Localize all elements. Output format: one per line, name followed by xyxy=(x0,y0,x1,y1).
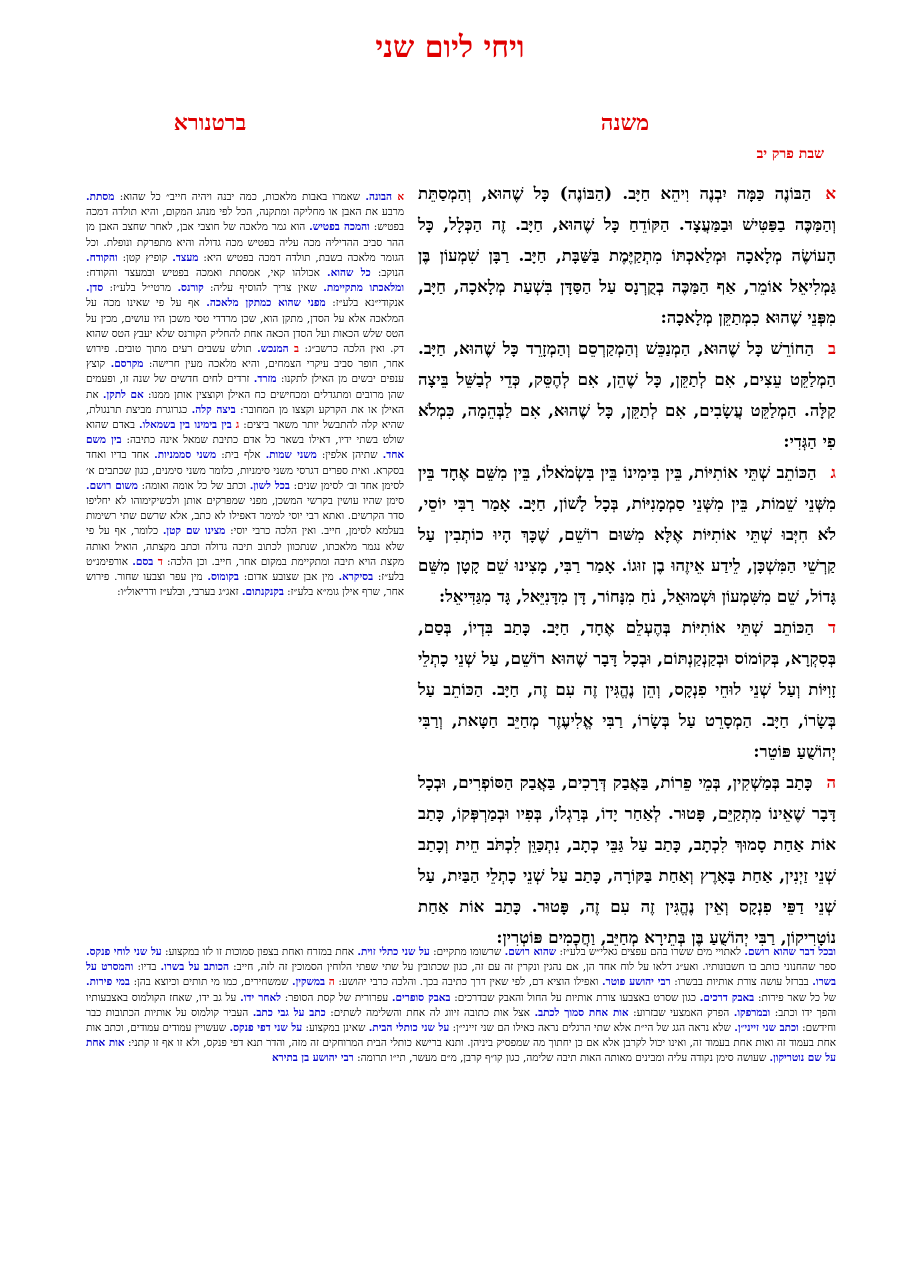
commentary-text: שמשחירים, כמו מי תותים וכיוצא בהן: xyxy=(133,976,289,989)
dibbur-hamatchil: ובכל דבר שהוא רושם. xyxy=(744,946,836,958)
dibbur-hamatchil: בין בימינו בין בשמאלו. xyxy=(139,419,232,432)
mishna-number: א xyxy=(825,183,836,203)
dibbur-hamatchil: והקודח. xyxy=(86,251,118,264)
bartenura-bottom-text xyxy=(86,945,836,1067)
dibbur-hamatchil: מעצד. xyxy=(172,251,199,264)
dibbur-hamatchil: כתב על גבי כתב. xyxy=(252,1006,326,1019)
mishna-text: הַכּוֹתֵב שְׁתֵּי אוֹתִיּוֹת בְּהֶעְלֵם אֶחָד, חַיָּב. כָּתַב בִּדְיוֹ, בְּסַם, בְּסִקְרָא, בְּקוֹמוֹס וּבְקַנְקַנְתּוֹם, וּבְכָל דָּבָר שֶׁהוּא רוֹשֵׁם, עַל שְׁנֵי כָתְלֵי זָוִיּוֹת וְעַל שְׁנֵי לוּחֵי פִנְקָס, וְהֵן נֶהֱגִּין זֶה עִם זֶה, חַיָּב. הַכּוֹתֵב עַל בְּשָׂרוֹ, חַיָּב. הַמְסָרֵט עַל בְּשָׂרוֹ, רַבִּי אֱלִיעֶזֶר מְחַיֵּב חַטָּאת, וְרַבִּי יְהוֹשֻׁעַ פּוֹטֵר: xyxy=(418,617,836,761)
dibbur-hamatchil: בקומוס. xyxy=(207,571,239,584)
commentary-text: שעושה סימן נקודה עליה ומבינים מאותה האות תיבה שלימה, כגון קו״ף קרבן, מ״ם מעשר, תי״ו תרומה: xyxy=(357,1052,767,1065)
commentary-text: תולש עשבים רעים מתוך טובים. פירוש אחר, חופר סביב עיקרי הצמחים, והיא מלאכה מעין חרישה: xyxy=(86,343,404,371)
commentary-text: לאתויי מים ששרו בהם עפצים גאלי״ש בלע״ז: xyxy=(559,946,742,958)
commentary-text: הוא גמר מלאכה של חוצבי אבן, לאחר שחצב האבן מן ההר סביב ההדיליה מכה עליה בפטיש מכה גדולה והיא מתפרקת ונופלת. וכל הגומר מלאכה בשבת, תולדה דמכה בפטיש היא: xyxy=(86,221,404,264)
dibbur-hamatchil: על שני כותלי הבית. xyxy=(368,1022,450,1035)
mishna-paragraph xyxy=(418,767,836,953)
dibbur-hamatchil: במשקין. xyxy=(291,976,326,989)
mishna-paragraph xyxy=(418,333,836,457)
commentary-text: שעשויין עמודים עמודים, וכתב אות אחת בעמוד זה ואות אחת בעמוד זה, ואינו יכול לקרבן אלא אם כן יחתוך מה שמפסיק ביניהן. ותנא ברישא כותלי הבית המרוחקים זה מזה, והדר תנא דפי פנקס, ולא זו אף זו קתני: xyxy=(86,1022,836,1050)
dibbur-hamatchil: מקרסם. xyxy=(110,358,144,371)
commentary-text: באדם שהוא שולט בשתי ידיו, דאילו בשאר כל אדם כתיבת שמאל אינה כתיבה: xyxy=(86,419,405,447)
mishna-paragraph xyxy=(418,457,836,612)
bartenura-bottom-block xyxy=(86,945,837,1065)
bartenura-column-header: ברטנורא xyxy=(173,110,247,136)
dibbur-hamatchil: אות אחת על שם נוטריקון. xyxy=(86,1037,836,1065)
dibbur-hamatchil: בכל לשון. xyxy=(249,479,290,492)
commentary-text: שתיהן אלפין: xyxy=(321,449,378,462)
mishna-column-header: משנה xyxy=(600,110,650,136)
commentary-text: על גב ידו, שאחז הקולמוס באצבעותיו והפך ידו וכתב: xyxy=(86,991,836,1019)
dibbur-hamatchil: במי פירות. xyxy=(86,976,130,989)
commentary-text: קופיץ קטן: xyxy=(122,251,168,264)
dibbur-hamatchil: בין משם אחד. xyxy=(86,434,405,462)
commentary-text: העביר קולמוס על אותיות הכתובות כבר וחידשם: xyxy=(86,1006,836,1035)
commentary-text: של כל שאר פירות: xyxy=(757,991,836,1004)
dibbur-hamatchil: ביצה קלה. xyxy=(191,403,236,416)
mishna-text: הַבּוֹנֶה כַּמָּה יִבְנֶה וִיהֵא חַיָּב. (הַבּוֹנֶה) כָּל שֶׁהוּא, וְהַמְסַתֵּת וְהַמַּכֶּה בַפַּטִּישׁ וּבַמַּעֲצָד. הַקּוֹדֵחַ כָּל שֶׁהוּא, חַיָּב. זֶה הַכְּלָל, כָּל הָעוֹשֶׂה מְלָאכָה וּמְלַאכְתּוֹ מִתְקַיֶּמֶת בַּשַּׁבָּת, חַיָּב. רַבָּן שִׁמְעוֹן בֶּן גַּמְלִיאֵל אוֹמֵר, אַף הַמַּכֶּה בְקֻרְנָס עַל הַסַּדָּן בִּשְׁעַת מְלָאכָה, חַיָּב, מִפְּנֵי שֶׁהוּא כִמְתַקֵּן מְלָאכָה: xyxy=(418,183,836,327)
dibbur-hamatchil: משני סממניות. xyxy=(154,449,217,462)
dibbur-hamatchil: באבק דרכים. xyxy=(699,991,755,1004)
commentary-text: אחד בדיו ואחד בסקרא. ואית ספרים דגרסי משני סימניות, כלומר משני סימנים, כגון שכתבים א׳ לסימן אחד וב׳ לסימן שנים: xyxy=(86,449,405,492)
mishna-text: כָּתַב בְּמַשְׁקִין, בְּמֵי פֵרוֹת, בַּאֲבַק דְּרָכִים, בַּאֲבַק הַסּוֹפְרִים, וּבְכָל דָּבָר שֶׁאֵינוֹ מִתְקַיֵּם, פָּטוּר. לְאַחַר יָדוֹ, בְּרַגְלוֹ, בְּפִיו וּבְמַרְפְּקוֹ, כָּתַב אוֹת אַחַת סָמוּךְ לִכְתָב, כָּתַב עַל גַּבֵּי כְתָב, נִתְכַּוֵּן לִכְתֹּב חֵית וְכָתַב שְׁנֵי זַיְנִין, אַחַת בָּאָרֶץ וְאַחַת בַּקּוֹרָה, כָּתַב עַל שְׁנֵי כָתְלֵי הַבַּיִת, עַל שְׁנֵי דַפֵּי פִנְקָס וְאֵין נֶהֱגִּין זֶה עִם זֶה, פָּטוּר. כָּתַב אוֹת אַחַת נוֹטָרִיקוֹן, רַבִּי יְהוֹשֻׁעַ בֶּן בְּתֵירָא מְחַיֵּב, וַחֲכָמִים פּוֹטְרִין: xyxy=(418,772,836,947)
mishna-marker: ג xyxy=(235,419,240,432)
mishna-marker: ב xyxy=(294,343,300,356)
commentary-text: אנקודי״נא בלע״ז: xyxy=(332,297,404,310)
dibbur-hamatchil: רבי יהושע פוטר. xyxy=(602,976,671,989)
commentary-text: אלף בית: xyxy=(221,449,261,462)
commentary-text: מרטי״ל בלע״ז: xyxy=(109,282,172,295)
mishna-number: ג xyxy=(830,462,836,482)
dibbur-hamatchil: אם לתקן. xyxy=(102,388,144,401)
commentary-text: שלא נראה הגג של הי״ת אלא שתי הרגלים נראה כאילו הם שני זייני״ן: xyxy=(452,1022,731,1035)
commentary-text: שאמרו באבות מלאכות, כמה יבנה ויהיה חייב״ כל שהוא: xyxy=(119,191,361,203)
dibbur-hamatchil: המנכש. xyxy=(257,343,289,356)
commentary-text: שאין צריך להוסיף עליה: xyxy=(210,282,317,295)
chapter-label: שבת פרק יב xyxy=(756,146,824,162)
dibbur-hamatchil: ובמרפקו. xyxy=(733,1006,771,1019)
column-headers xyxy=(0,110,900,140)
mishna-number: ב xyxy=(828,338,836,358)
mishna-text: הַחוֹרֵשׁ כָּל שֶׁהוּא, הַמְנַכֵּשׁ וְהַמְקַרְסֵם וְהַמְזָרֵד כָּל שֶׁהוּא, חַיָּב. הַמְלַקֵּט עֵצִים, אִם לְתַקֵּן, כָּל שֶׁהֵן, אִם לְהֶסֵּק, כְּדֵי לְבַשֵּׁל בֵּיצָה קַלָּה. הַמְלַקֵּט עֲשָׂבִים, אִם לְתַקֵּן, כָּל שֶׁהוּא, אִם לַבְּהֵמָה, כִּמְלֹא פִי הַגְּדִי: xyxy=(418,338,836,451)
mishna-text: הַכּוֹתֵב שְׁתֵּי אוֹתִיּוֹת, בֵּין בִּימִינוֹ בֵּין בִּשְׂמֹאלוֹ, בֵּין מִשֵּׁם אֶחָד בֵּין מִשְּׁנֵי שֵׁמוֹת, בֵּין מִשְּׁנֵי סַמְמָנִיּוֹת, בְּכָל לָשׁוֹן, חַיָּב. אָמַר רַבִּי יוֹסֵי, לֹא חִיְּבוּ שְׁתֵּי אוֹתִיּוֹת אֶלָּא מִשּׁוּם רוֹשֵׁם, שֶׁכָּךְ הָיוּ כוֹתְבִין עַל קַרְשֵׁי הַמִּשְׁכָּן, לֵידַע אֵיזֶהוּ בֶן זוּגוֹ. אָמַר רַבִּי, מָצִינוּ שֵׁם קָטָן מִשֵּׁם גָּדוֹל, שֵׁם מִשִּׁמְעוֹן וּשְׁמוּאֵל, נֹחַ מִנָּחוֹר, דָּן מִדָּנִיֵּאל, גָּד מִגַּדִּיאֵל: xyxy=(418,462,836,606)
commentary-text: אורפימנ״ט בלע״ז: xyxy=(86,555,404,584)
commentary-text: מרבע את האבן או מחליקה ומתקנה, הכל לפי מנהג המקום, והיא תולדה דמכה בפטיש: xyxy=(86,206,404,234)
dibbur-hamatchil: בסיקרא. xyxy=(338,571,374,584)
dibbur-hamatchil: קורנס. xyxy=(177,282,204,295)
commentary-text: קוצץ ענפים יבשים מן האילן לתקנו: xyxy=(86,358,405,386)
commentary-text: וכתב של כל אומה ואומה: xyxy=(141,479,247,492)
dibbur-hamatchil: משום רושם. xyxy=(86,479,138,492)
commentary-text: זאג״ג בערבי, ובלע״ז ודריאול״ו: xyxy=(117,586,239,599)
dibbur-hamatchil: באבק סופרים. xyxy=(391,991,451,1004)
mishna-text-column xyxy=(418,178,836,948)
commentary-text: ואפילו הוציא דם, לפי שאין דרך כתיבה בכך. והלכה כרבי יהושע: xyxy=(338,976,599,989)
dibbur-hamatchil: אות אחת סמוך לכתב. xyxy=(534,1006,629,1019)
dibbur-hamatchil: על שני לוחי פנקס. xyxy=(86,946,162,958)
commentary-text: כלומר, אף על פי שלא נגמר מלאכתו, שנתכוון לכתוב תיבה גדולה וכתב מקצתה, הואיל ואותה מקצת הויא תיבה ומתקיימת במקום אחר, חייב. וכן הלכה: xyxy=(86,525,404,568)
commentary-text: שאינן במקצוע: xyxy=(305,1022,366,1035)
commentary-text: ספר שהחנוני כותב בו חשבונותיו. ואע״ג דלאו על לוח אחד הן, אם נהגין ונקרין זה עם זה, כגון שכתובין על שתי שפתי הלוחין הסמוכין זה לזה, חייב: xyxy=(233,961,836,974)
mishna-marker: א xyxy=(397,191,404,203)
mishna-marker: ד xyxy=(157,555,163,568)
commentary-text: כגרוגרת מביצת תרנגולת, שהיא קלה להתבשל יותר משאר ביצים: xyxy=(86,403,405,432)
commentary-text: אצל אות כתובה זיווג לה אחת והשלימה לשתים: xyxy=(330,1006,530,1019)
dibbur-hamatchil: והמסרט על בשרו. xyxy=(86,961,837,989)
dibbur-hamatchil: מצינו שם קטן. xyxy=(162,525,226,538)
mishna-marker: ה xyxy=(328,976,335,989)
commentary-text: אף על פי שאינו מכה על המלאכה אלא על הסדן, מתקן הוא, שכן מרדדי טסי משכן היו עושים, מכין על הטס שלש הכאות ועל הסדן הכאה אחת להחליק הקורנס שלא יעבץ הטס שהוא דק. ואין הלכה כרשב״ג: xyxy=(86,297,404,356)
dibbur-hamatchil: על שני דפי פנקס. xyxy=(229,1022,303,1035)
commentary-text: אכולהו קאי, אמסתת ואמכה בפטיש ובמעצד והקודח: xyxy=(86,267,320,280)
commentary-text: את האילן או את הקרקע וקצצו מן המחובר: xyxy=(86,388,404,416)
dibbur-hamatchil: כל שהוא. xyxy=(327,267,371,280)
dibbur-hamatchil: משני שמות. xyxy=(265,449,317,462)
dibbur-hamatchil: רבי יהושע בן בתירא xyxy=(271,1052,354,1065)
commentary-text: בדיו: xyxy=(137,961,157,974)
commentary-text: מין עפר וצבעו שחור. פירוש אחר, שרף אילן גומ״א בלע״ז: xyxy=(86,571,404,599)
dibbur-hamatchil: וכתב שני זייני״ן. xyxy=(734,1022,799,1035)
dibbur-hamatchil: מסתת. xyxy=(86,191,115,203)
commentary-text: שרשומו מתקיים: xyxy=(433,946,502,958)
commentary-text: זרדים לחים חדשים של שנה זו, ופעמים שהן מרובים ומתגדלים ומכחישים כח האילן וקוצצין אותן ממנו: xyxy=(86,373,404,401)
dibbur-hamatchil: בסם. xyxy=(132,555,154,568)
dibbur-hamatchil: ומלאכתו מתקיימת. xyxy=(323,282,404,295)
commentary-text: בברזל עושה צורת אותיות בבשרו: xyxy=(674,976,809,989)
mishna-paragraph xyxy=(418,612,836,767)
commentary-text: כגון שסרט באצבעו צורת אותיות על החול והאבק שבדרכים: xyxy=(454,991,696,1004)
dibbur-hamatchil: על שני כתלי זוית. xyxy=(357,946,430,958)
bartenura-side-text xyxy=(86,190,404,600)
mishna-number: ה xyxy=(826,772,836,792)
bartenura-side-column xyxy=(86,190,404,950)
dibbur-hamatchil: מזרד. xyxy=(253,373,277,386)
page-title: ויחי ליום שני xyxy=(375,30,525,65)
mishna-paragraph xyxy=(418,178,836,333)
dibbur-hamatchil: מפני שהוא כמתקן מלאכה. xyxy=(206,297,326,310)
commentary-text: מין אבן שצובע אדום: xyxy=(243,571,334,584)
commentary-text: עפרורית של קסת הסופר: xyxy=(284,991,389,1004)
mishna-number: ד xyxy=(828,617,836,637)
dibbur-hamatchil: הכותב על בשרו. xyxy=(160,961,229,974)
dibbur-hamatchil: הבונה. xyxy=(365,191,393,203)
commentary-text: הנוקב: xyxy=(377,267,404,280)
commentary-text: הפרק האמצעי שבזרוע: xyxy=(633,1006,730,1019)
dibbur-hamatchil: לאחר ידו. xyxy=(240,991,281,1004)
commentary-text: סימן שהיו עושין בקרשי המשכן, מפני שמפרקים אותן ולכשיקימוהו לא יחליפו סדר הקרשים. ואתא רבי יוסי למימר דאפילו לא כתב, אלא שרשם שתי רשימות בעלמא לסימן, חייב. ואין הלכה כרבי יוסי: xyxy=(86,495,404,538)
dibbur-hamatchil: בקנקנתום. xyxy=(241,586,284,599)
dibbur-hamatchil: שהוא רושם. xyxy=(504,946,557,958)
dibbur-hamatchil: סדן. xyxy=(86,282,104,295)
commentary-text: אחת במזרח ואחת בצפון סמוכות זו לזו במקצוע: xyxy=(165,946,355,958)
dibbur-hamatchil: והמכה בפטיש. xyxy=(309,221,370,234)
